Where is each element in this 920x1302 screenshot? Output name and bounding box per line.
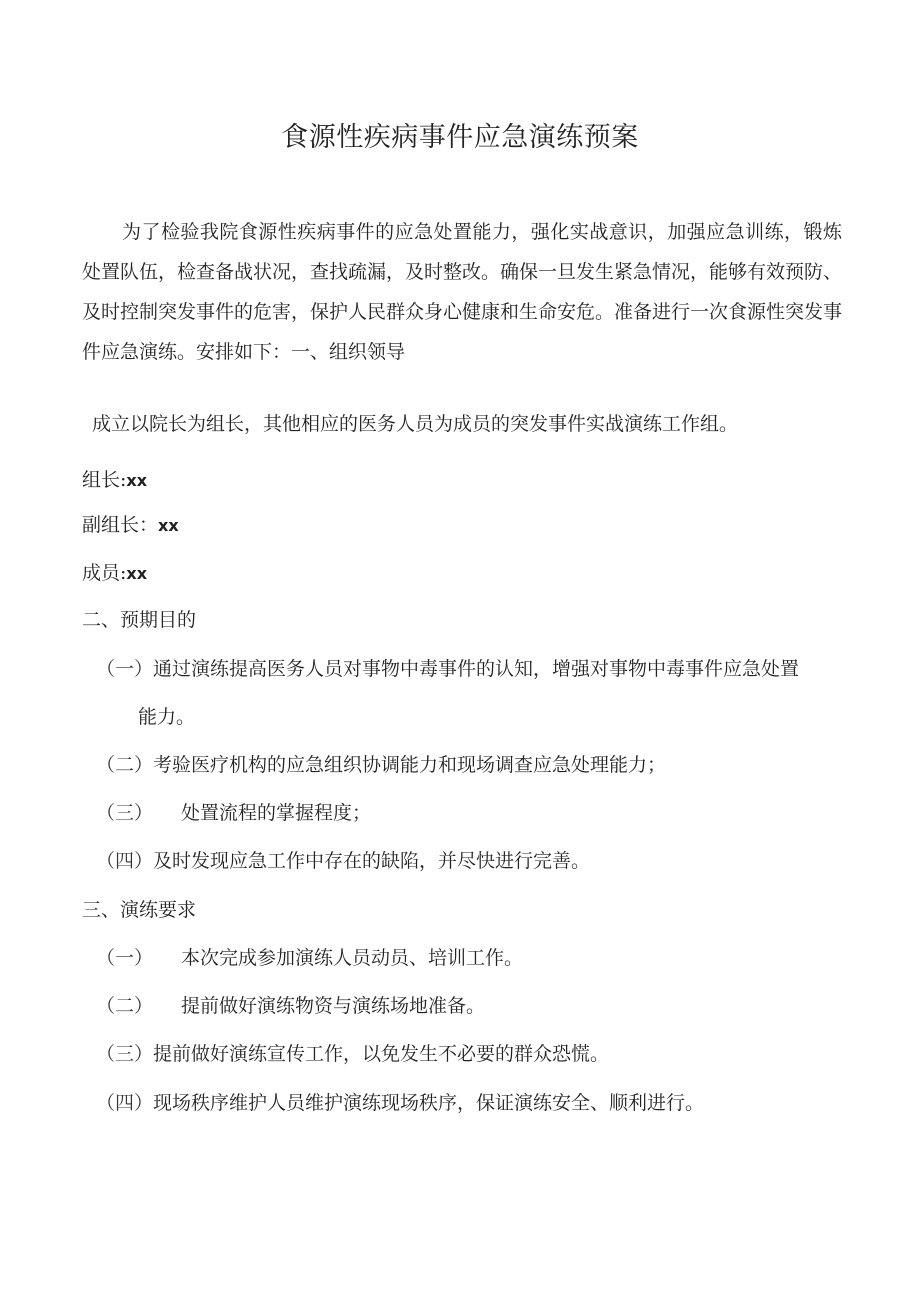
list-item	[96, 751, 666, 779]
item-text: 现场秩序维护人员维护演练现场秩序，保证演练安全、顺利进行。	[153, 1092, 705, 1114]
item-number: （一）	[96, 947, 154, 969]
role-value: xx	[126, 564, 148, 583]
list-item	[96, 1040, 609, 1068]
item-number: （四）	[96, 850, 154, 872]
item-text: 考验医疗机构的应急组织协调能力和现场调查应急处理能力；	[153, 754, 667, 776]
section-heading: 二、预期目的	[82, 609, 197, 631]
role-deputy	[82, 511, 179, 540]
role-label: 成员:	[82, 562, 127, 584]
item-number: （二）	[96, 754, 154, 776]
item-number: （一）	[96, 658, 154, 680]
org-line: 成立以院长为组长，其他相应的医务人员为成员的突发事件实战演练工作组。	[92, 413, 739, 435]
item-text: 提前做好演练宣传工作，以免发生不必要的群众恐慌。	[153, 1043, 610, 1065]
list-item-continuation: 能力。	[138, 706, 196, 728]
item-text: 提前做好演练物资与演练场地准备。	[181, 995, 486, 1017]
item-text: 本次完成参加演练人员动员、培训工作。	[181, 947, 524, 969]
item-number: （四）	[96, 1092, 154, 1114]
item-text: 通过演练提高医务人员对事物中毒事件的认知，增强对事物中毒事件应急处置	[153, 658, 800, 680]
item-number: （三）	[96, 1043, 154, 1065]
item-number: （三）	[96, 802, 154, 824]
role-label: 组长:	[82, 469, 127, 491]
list-item	[96, 992, 485, 1020]
role-members	[82, 559, 147, 588]
list-item	[96, 847, 590, 875]
role-value: xx	[126, 471, 148, 490]
list-item	[96, 655, 799, 683]
intro-paragraph: 为了检验我院食源性疾病事件的应急处置能力，强化实战意识，加强应急训练，锻炼处置队伍，检查备战状况，查找疏漏，及时整改。确保一旦发生紧急情况，能够有效预防、及时控制突发事件的危害，保护人民群众身心健康和生命安危。准备进行一次食源性突发事件应急演练。安排如下：一、组织领导	[82, 221, 843, 363]
role-leader	[82, 466, 147, 495]
list-item	[96, 799, 371, 827]
item-text: 处置流程的掌握程度；	[181, 802, 372, 824]
section-heading: 三、演练要求	[82, 899, 197, 921]
role-value: xx	[158, 516, 179, 535]
role-label: 副组长：	[82, 514, 159, 536]
list-item	[96, 1089, 704, 1117]
document-title: 食源性疾病事件应急演练预案	[281, 122, 639, 153]
item-number: （二）	[96, 995, 154, 1017]
list-item	[96, 944, 523, 972]
item-text: 及时发现应急工作中存在的缺陷，并尽快进行完善。	[153, 850, 591, 872]
